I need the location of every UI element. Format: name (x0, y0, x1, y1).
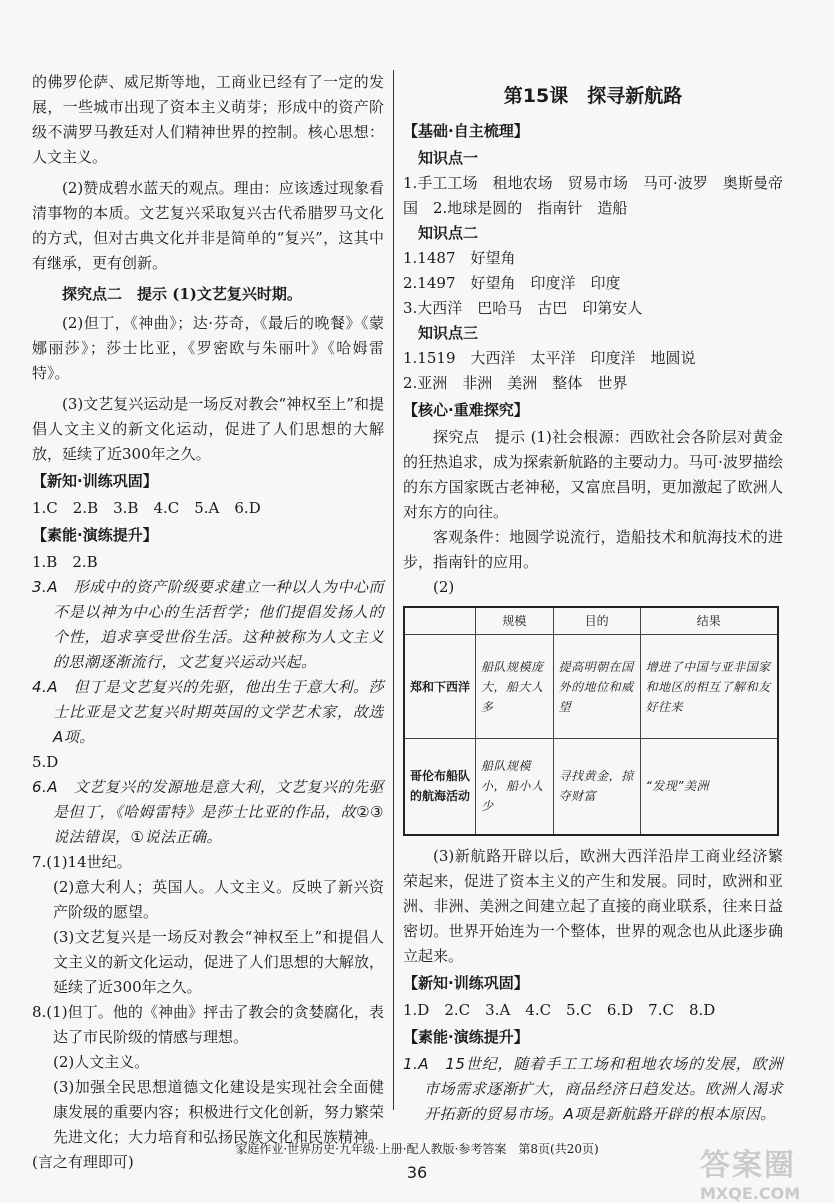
answer-line: 1.手工工场 租地农场 贸易市场 马可·波罗 奥斯曼帝国 2.地球是圆的 指南针 造船 (403, 174, 783, 217)
table-row-header: 哥伦布船队的航海活动 (404, 739, 476, 835)
table-header-cell: 结果 (640, 607, 778, 635)
answer-line: 3.大西洋 巴哈马 古巴 印第安人 (403, 299, 643, 317)
knowledge-point-label: 知识点三 (418, 324, 479, 342)
section-heading: 【核心·重难探究】 (403, 401, 529, 419)
answer-item: 6.A 文艺复兴的发源地是意大利，文艺复兴的先驱是但丁，《哈姆雷特》是莎士比亚的作品，故②③说法错误，①说法正确。 (32, 778, 384, 846)
table-cell: 船队规模庞大，船大人多 (476, 635, 554, 739)
answer-item: (2)人文主义。 (53, 1053, 150, 1071)
section-heading: 【素能·演练提升】 (403, 1027, 529, 1046)
table-cell: 增进了中国与亚非国家和地区的相互了解和友好往来 (640, 635, 778, 739)
table-cell: 提高明朝在国外的地位和威望 (553, 635, 640, 739)
answer-line: 1.D 2.C 3.A 4.C 5.C 6.D 7.C 8.D (403, 1000, 716, 1019)
lesson-title: 第15课 探寻新航路 (503, 85, 683, 107)
answer-item: 4.A 但丁是文艺复兴的先驱，他出生于意大利。莎士比亚是文艺复兴时期英国的文学艺术家，故选A项。 (32, 678, 384, 746)
table-header-cell: 规模 (476, 607, 554, 635)
section-heading: 【素能·演练提升】 (32, 526, 158, 544)
left-column (32, 70, 384, 1175)
answer-line: 1.1519 大西洋 太平洋 印度洋 地圆说 (403, 349, 696, 367)
answer-line: 1.C 2.B 3.B 4.C 5.A 6.D (32, 499, 261, 517)
answer-item: (3)加强全民思想道德文化建设是实现社会全面健康发展的重要内容；积极进行文化创新，努力繁荣先进文化；大力培育和弘扬民族文化和民族精神。 (53, 1078, 384, 1146)
section-heading: 【新知·训练巩固】 (32, 472, 158, 490)
paragraph: (2)赞成碧水蓝天的观点。理由：应该透过现象看清事物的本质。文艺复兴采取复兴古代希腊罗马文化的方式，但对古典文化并非是简单的“复兴”，这其中有继承，更有创新。 (32, 179, 384, 272)
page-footer: 家庭作业·世界历史·九年级·上册·配人教版·参考答案 第8页(共20页) (235, 1142, 599, 1156)
section-heading: 【基础·自主梳理】 (403, 122, 529, 140)
table-row (404, 739, 778, 835)
table-row-header: 郑和下西洋 (404, 635, 476, 739)
answer-item: 1.A 15世纪，随着手工工场和租地农场的发展，欧洲市场需求逐渐扩大，商品经济日趋发达。欧洲人渴求开拓新的贸易市场。A项是新航路开辟的根本原因。 (403, 1054, 783, 1123)
comparison-table (403, 606, 779, 836)
answer-note: (言之有理即可) (32, 1153, 134, 1171)
table-cell: “发现”美洲 (640, 739, 778, 835)
knowledge-point-label: 知识点一 (418, 149, 479, 167)
answer-item: 8.(1)但丁。他的《神曲》抨击了教会的贪婪腐化，表达了市民阶级的情感与理想。 (32, 1003, 384, 1046)
paragraph: (2) (433, 578, 455, 596)
table-header-cell: 目的 (553, 607, 640, 635)
paragraph: (2)但丁，《神曲》；达·芬奇，《最后的晚餐》《蒙娜丽莎》；莎士比亚，《罗密欧与朱丽叶》《哈姆雷特》。 (32, 314, 384, 382)
answer-line: 2.1497 好望角 印度洋 印度 (403, 274, 621, 292)
paragraph: 探究点 提示 (1)社会根源：西欧社会各阶层对黄金的狂热追求，成为探索新航路的主要动力。马可·波罗描绘的东方国家既古老神秘，又富庶昌明，更加激起了欧洲人对东方的向往。 (403, 428, 783, 521)
watermark-url: MXQE.COM (700, 1184, 801, 1203)
answer-item: 3.A 形成中的资产阶级要求建立一种以人为中心而不是以神为中心的生活哲学；他们提倡发扬人的个性，追求享受世俗生活。这种被称为人文主义的思潮逐渐流行，文艺复兴运动兴起。 (32, 578, 384, 671)
knowledge-point-label: 知识点二 (418, 224, 479, 242)
answer-line: 1.1487 好望角 (403, 249, 516, 267)
watermark-logo (700, 1140, 820, 1203)
right-column (403, 70, 783, 1127)
watermark-text: 答案圈 (700, 1148, 796, 1183)
answer-item: (2)意大利人；英国人。人文主义。反映了新兴资产阶级的愿望。 (53, 878, 384, 921)
answer-item: (3)文艺复兴是一场反对教会“神权至上”和提倡人文主义的新文化运动，促进了人们思想的大解放，延续了近300年之久。 (53, 928, 384, 996)
table-cell: 船队规模小，船小人少 (476, 739, 554, 835)
answer-line: 2.亚洲 非洲 美洲 整体 世界 (403, 374, 628, 392)
paragraph: 的佛罗伦萨、威尼斯等地，工商业已经有了一定的发展，一些城市出现了资本主义萌芽；形成中的资产阶级不满罗马教廷对人们精神世界的控制。核心思想：人文主义。 (32, 73, 384, 166)
paragraph: (3)文艺复兴运动是一场反对教会“神权至上”和提倡人文主义的新文化运动，促进了人们思想的大解放，延续了近300年之久。 (32, 395, 384, 463)
section-heading: 【新知·训练巩固】 (403, 973, 529, 992)
answer-line: 1.B 2.B (32, 553, 98, 571)
paragraph: 客观条件：地圆学说流行，造船技术和航海技术的进步，指南针的应用。 (403, 528, 783, 571)
table-row (404, 635, 778, 739)
column-divider (393, 70, 394, 1110)
answer-item: 7.(1)14世纪。 (32, 853, 132, 871)
paragraph: 探究点二 提示 (1)文艺复兴时期。 (62, 285, 302, 303)
table-cell: 寻找黄金，掠夺财富 (553, 739, 640, 835)
answer-item: 5.D (32, 753, 59, 771)
paragraph: (3)新航路开辟以后，欧洲大西洋沿岸工商业经济繁荣起来，促进了资本主义的产生和发展。同时，欧洲和亚洲、非洲、美洲之间建立起了直接的商业联系，往来日益密切。世界开始连为一个整体，世界的观念也从此逐步确立起来。 (403, 846, 783, 965)
table-header-cell (404, 607, 476, 635)
table-header-row (404, 607, 778, 635)
page-number: 36 (406, 1163, 428, 1182)
